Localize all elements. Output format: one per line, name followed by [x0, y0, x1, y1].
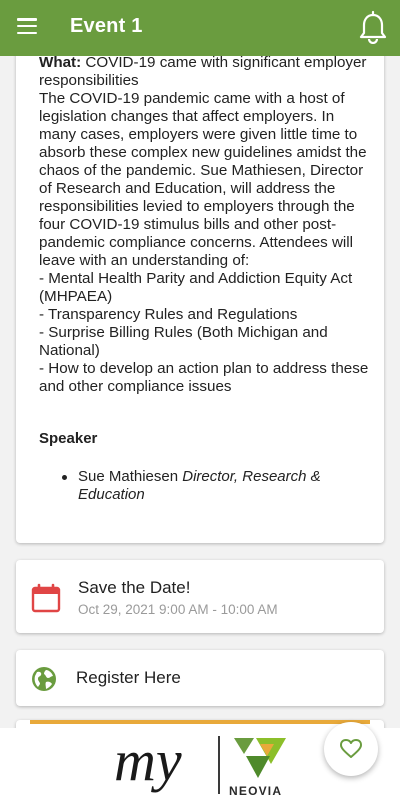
- register-link[interactable]: Register Here: [76, 668, 181, 687]
- calendar-icon: [31, 583, 61, 613]
- page-title: Event 1: [70, 15, 143, 37]
- bullet-dot: [62, 475, 67, 480]
- speaker-heading: Speaker: [39, 430, 98, 447]
- my-logo: [112, 730, 212, 800]
- bell-icon[interactable]: [358, 10, 388, 44]
- bullet-3: - Surprise Billing Rules (Both Michigan and National): [39, 324, 328, 359]
- what-label: What:: [39, 56, 82, 71]
- event-description: [39, 56, 369, 396]
- bullet-4: - How to develop an action plan to address these and other compliance issues: [39, 360, 369, 395]
- heart-icon: [340, 739, 362, 759]
- logo-divider: [218, 736, 220, 794]
- accent-bar: [30, 720, 370, 724]
- event-details-scroll[interactable]: [0, 56, 400, 728]
- save-the-date-title: Save the Date!: [78, 578, 191, 597]
- speaker-title: Director, Research & Education: [78, 468, 321, 503]
- speaker-name: Sue Mathiesen: [78, 468, 179, 485]
- bullet-2: - Transparency Rules and Regulations: [39, 306, 298, 323]
- save-the-date-card[interactable]: [16, 560, 384, 633]
- description-card: [16, 56, 384, 543]
- logo-my-text: my: [114, 730, 182, 793]
- bullet-1: - Mental Health Parity and Addiction Equity Act (MHPAEA): [39, 270, 353, 305]
- hamburger-menu-icon[interactable]: [17, 18, 37, 34]
- next-card: [16, 720, 384, 728]
- app-bar: [0, 0, 400, 56]
- what-text: COVID-19 came with significant employer responsibilities: [39, 56, 367, 89]
- event-datetime: Oct 29, 2021 9:00 AM - 10:00 AM: [78, 602, 278, 617]
- neovia-mark-icon: [230, 734, 290, 784]
- neovia-wordmark: NEOVIA: [229, 784, 283, 798]
- globe-icon: [31, 666, 57, 692]
- register-card[interactable]: [16, 650, 384, 706]
- favorite-button[interactable]: [324, 722, 378, 776]
- description-body: The COVID-19 pandemic came with a host of legislation changes that affect employers. In many cases, employers were given little time to absorb these complex new guidelines amidst the chaos of the pandemic. Sue Mathiesen, Director of Research and Education, will address the responsibilities levied to employers through the four COVID-19 stimulus bills and other post-pandemic compliance concerns. Attendees will leave with an understanding of:: [39, 90, 367, 269]
